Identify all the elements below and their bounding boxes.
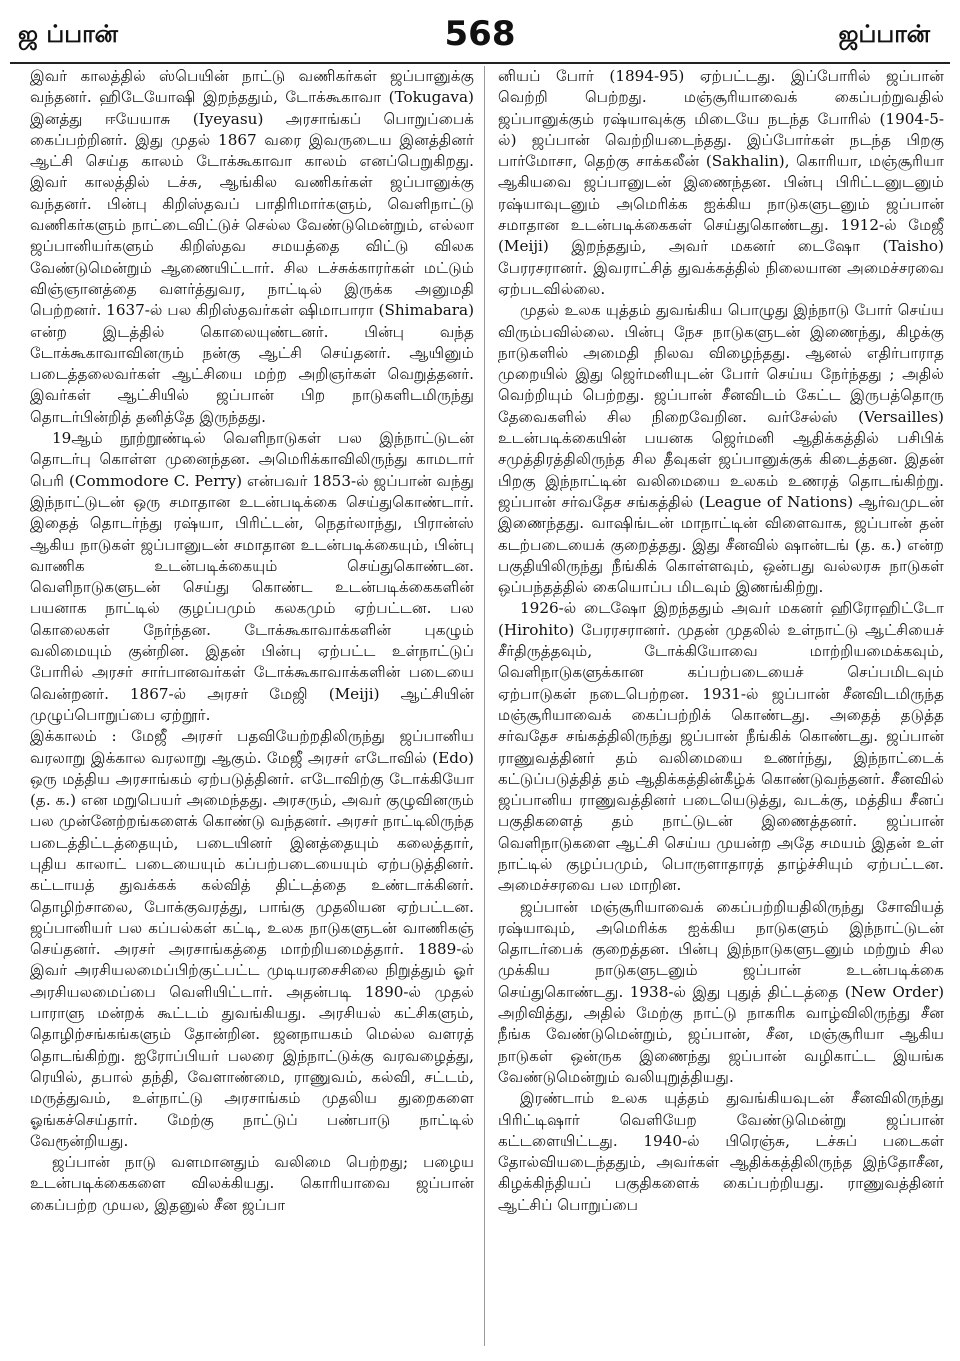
header-rule — [10, 62, 950, 64]
paragraph: இரண்டாம் உலக யுத்தம் துவங்கியவுடன் சீனவிலிருந்து பிரிட்டிஷார் வெளியேற வேண்டுமென்று ஜப்பான் கட்டளையிட்டது. 1940-ல் பிரெஞ்சு, டச்சுப் படைகள் தோல்வியடைந்ததும், அவர்கள் ஆதிக்கத்திலிருந்த இந்தோசீன, கிழக்கிந்தியப் பகுதிகளைக் கைப்பற்றியது. ராணுவத்தினர் ஆட்சிப் பொறுப்பை — [498, 1089, 944, 1214]
page-header — [0, 0, 960, 62]
paragraph: ஜப்பான் மஞ்சூரியாவைக் கைப்பற்றியதிலிருந்து சோவியத் ரஷ்யாவும், அமெரிக்க ஐக்கிய நாடுகளும் இந்நாட்டுடன் தொடர்பைக் குறைத்தன. பின்பு இந்நாடுகளுடனும் மற்றும் சில முக்கிய நாடுகளுடனும் ஜப்பான் உடன்படிக்கை செய்துகொண்டது. 1938-ல் இது புதுத் திட்டத்தை (New Order) அறிவித்து, அதில் மேற்கு நாட்டு நாகரிக வாழ்விலிருந்து சீன நீங்க வேண்டுமென்றும், ஜப்பான், சீன, மஞ்சூரியா ஆகிய நாடுகள் ஒன்ருக இணைந்து ஜப்பான் வழிகாட்ட இயங்க வேண்டுமென்றும் வலியுறுத்தியது. — [498, 897, 944, 1086]
right-column — [498, 66, 944, 1356]
page-number: 568 — [444, 14, 516, 54]
paragraph: 1926-ல் டைஷோ இறந்ததும் அவர் மகனர் ஹிரோஹிட்டோ (Hirohito) பேரரசரானர். முதன் முதலில் உள்நாட்டு ஆட்சியைச் சீர்திருத்தவும், டோக்கியோவை மாற்றியமைக்கவும், வெளிநாடுகளுக்கான கப்பற்படையைச் செப்பமிடவும் ஏற்பாடுகள் நடைபெற்றன. 1931-ல் ஜப்பான் சீனவிடமிருந்த மஞ்சூரியாவைக் கைப்பற்றிக் கொண்டது. அதைத் தடுத்த சர்வதேச சங்கத்திலிருந்து ஜப்பான் நீங்கிக் கொண்டது. ஜப்பான் ராணுவத்தினர் தம் வலிமையை உணர்ந்து, இந்நாட்டைக் கட்டுப்படுத்தித் தம் ஆதிக்கத்தின்கீழ்க் கொண்டுவந்தனர். சீனவில் ஜப்பானிய ராணுவத்தினர் படையெடுத்து, வடக்கு, மத்திய சீனப் பகுதிகளைத் தம் நாட்டுடன் இணைத்தனர். ஜப்பான் வெளிநாடுகளை ஆட்சி செய்ய முயன்ற அதே சமயம் இதன் உள் நாட்டில் குழப்பமும், பொருளாதாரத் தாழ்ச்சியும் ஏற்பட்டன. அமைச்சரவை பல மாறின. — [498, 599, 944, 895]
paragraph: இவர் காலத்தில் ஸ்பெயின் நாட்டு வணிகர்கள் ஜப்பானுக்கு வந்தனர். ஹிடேயோஷி இறந்ததும், டோக்கூகாவா (Tokugava) இனத்து ஈயேயாசு (Iyeyasu) அரசாங்கப் பொறுப்பைக் கைப்பற்றினர். இது முதல் 1867 வரை இவருடைய இனத்தினர் ஆட்சி செய்த காலம் டோக்கூகாவா காலம் எனப்பெறுகிறது. இவர் காலத்தில் டச்சு, ஆங்கில வணிகர்கள் ஜப்பானுக்கு வந்தனர். பின்பு கிறிஸ்தவப் பாதிரிமார்களும், வெளிநாட்டு வணிகர்களும் நாட்டைவிட்டுச் செல்ல வேண்டுமென்றும், எல்லா ஜப்பானியர்களும் கிறிஸ்தவ சமயத்தை விட்டு விலக வேண்டுமென்றும் ஆணையிட்டார். சில டச்சுக்காரர்கள் மட்டும் விஞ்ஞானத்தை வளர்த்துவர, நாட்டில் இருக்க அனுமதி பெற்றனர். 1637-ல் பல கிறிஸ்தவர்கள் ஷிமாபாரா (Shimabara) என்ற இடத்தில் கொலையுண்டனர். பின்பு வந்த டோக்கூகாவாவினரும் நன்கு ஆட்சி செய்தனர். ஆயினும் படைத்தலைவர்கள் ஆட்சியை மற்ற அறிஞர்கள் வெறுத்தனர். இவர்கள் ஆட்சியில் ஜப்பான் பிற நாடுகளிடமிருந்து தொடர்பின்றித் தனித்தே இருந்தது. — [30, 67, 474, 426]
column-divider — [484, 66, 485, 1346]
left-column — [30, 66, 474, 1356]
running-head-right: ஜப்பான் — [838, 20, 930, 48]
running-head-left: ஜ ப்பான் — [18, 20, 118, 48]
paragraph: னியப் போர் (1894-95) ஏற்பட்டது. இப்போரில் ஜப்பான் வெற்றி பெற்றது. மஞ்சூரியாவைக் கைப்பற்றுவதில் ஜப்பானுக்கும் ரஷ்யாவுக்கு மிடையே நடந்த போரில் (1904-5-ல்) ஜப்பான் வெற்றியடைந்தது. இப்போர்கள் நடந்த பிறகு பார்மோசா, தெற்கு சாக்கலீன் (Sakhalin), கொரியா, மஞ்சூரியா ஆகியவை ஜப்பானுடன் இணைந்தன. பின்பு பிரிட்டனுடனும் ரஷ்யாவுடனும் அமெரிக்க ஐக்கிய நாடுகளுடனும் ஜப்பான் சமாதான உடன்படிக்கைகள் செய்துகொண்டது. 1912-ல் மேஜீ (Meiji) இறந்ததும், அவர் மகனர் டைஷோ (Taisho) பேரரசரானர். இவராட்சித் துவக்கத்தில் நிலையான அமைச்சரவை ஏற்படவில்லை. — [498, 67, 944, 298]
paragraph: முதல் உலக யுத்தம் துவங்கிய பொழுது இந்நாடு போர் செய்ய விரும்பவில்லை. பின்பு நேச நாடுகளுடன் இணைந்து, கிழக்கு நாடுகளில் அமைதி நிலவ விழைந்தது. ஆனல் எதிர்பாராத முறையில் இது ஜெர்மனியுடன் போர் செய்ய நேர்ந்தது ; அதில் வெற்றியும் பெற்றது. ஜப்பான் சீனவிடம் கேட்ட இருபத்தொரு தேவைகளில் சில நிறைவேறின. வர்சேல்ஸ் (Versailles) உடன்படிக்கையின் பயனக ஜெர்மனி ஆதிக்கத்தில் பசிபிக் சமுத்திரத்திலிருந்த சில தீவுகள் ஜப்பானுக்குக் கிடைத்தன. இதன் பிறகு இந்நாட்டின் வலிமையை உலகம் உணரத் தொடங்கிற்று. ஜப்பான் சர்வதேச சங்கத்தில் (League of Nations) ஆர்வமுடன் இணைந்தது. வாஷிங்டன் மாநாட்டின் விளைவாக, ஜப்பான் தன் கடற்படையைக் குறைத்தது. இது சீனவில் ஷான்டங் (த. க.) என்ற பகுதியிலிருந்து நீங்கிக் கொள்ளவும், ஒன்பது வல்லரசு நாடுகள் ஒப்பந்தத்தில் கையொப்ப மிடவும் இணங்கிற்று. — [498, 301, 944, 597]
paragraph: ஜப்பான் நாடு வளமானதும் வலிமை பெற்றது; பழைய உடன்படிக்கைகளை விலக்கியது. கொரியாவை ஜப்பான் கைப்பற்ற முயல, இதனுல் சீன ஜப்பா — [30, 1153, 474, 1214]
paragraph: 19ஆம் நூற்றூண்டில் வெளிநாடுகள் பல இந்நாட்டுடன் தொடர்பு கொள்ள முனைந்தன. அமெரிக்காவிலிருந்து காமடார் பெரி (Commodore C. Perry) என்பவர் 1853-ல் ஜப்பான் வந்து இந்நாட்டுடன் ஒரு சமாதான உடன்படிக்கை செய்துகொண்டார். இதைத் தொடர்ந்து ரஷ்யா, பிரிட்டன், நெதர்லாந்து, பிரான்ஸ் ஆகிய நாடுகள் ஜப்பானுடன் சமாதான உடன்படிக்கையும், பின்பு வாணிக உடன்படிக்கையும் செய்துகொண்டன. வெளிநாடுகளுடன் செய்து கொண்ட உடன்படிக்கைகளின் பயனாக நாட்டில் குழப்பமும் கலகமும் ஏற்பட்டன. பல கொலைகள் நேர்ந்தன. டோக்கூகாவாக்களின் புகழும் வலிமையும் குன்றின. இதன் பின்பு ஏற்பட்ட உள்நாட்டுப் போரில் அரசர் சார்பானவர்கள் டோக்கூகாவாக்களின் படையை வென்றனர். 1867-ல் அரசர் மேஜி (Meiji) ஆட்சியின் முழுப்பொறுப்பை ஏற்றூர். — [30, 429, 474, 724]
paragraph: இக்காலம் : மேஜீ அரசர் பதவியேற்றதிலிருந்து ஜப்பானிய வரலாறு இக்கால வரலாறு ஆகும். மேஜீ அரசர் எடோவில் (Edo) ஒரு மத்திய அரசாங்கம் ஏற்படுத்தினர். எடோவிற்கு டோக்கியோ (த. க.) என மறுபெயர் அமைந்தது. அரசரும், அவர் குழுவினரும் பல முன்னேற்றங்களைக் கொண்டு வந்தனர். அரசர் நாட்டிலிருந்த படைத்திட்டத்தையும், படையினர் இனத்தையும் கலைத்தார், புதிய காலாட் படையையும் கப்பற்படையையும் ஏற்படுத்தினர். கட்டாயத் துவக்கக் கல்வித் திட்டத்தை உண்டாக்கினர். தொழிற்சாலை, போக்குவரத்து, பாங்கு முதலியன ஏற்பட்டன. ஜப்பானியர் பல கப்பல்கள் கட்டி, உலக நாடுகளுடன் வாணிகஞ் செய்தனர். அரசர் அரசாங்கத்தை மாற்றியமைத்தார். 1889-ல் இவர் அரசியலமைப்பிற்குட்பட்ட முடியரசைசிலை நிறுத்தும் ஓர் அரசியலமைப்பை வெளியிட்டார். அதன்படி 1890-ல் முதல் பாராளு மன்றக் கூட்டம் துவங்கியது. அரசியல் கட்சிகளும், தொழிற்சங்கங்களும் தோன்றின. ஜனநாயகம் மெல்ல வளரத் தொடங்கிற்று. ஐரோப்பியர் பலரை இந்நாட்டுக்கு வரவழைத்து, ரெயில், தபால் தந்தி, வேளாண்மை, ராணுவம், கல்வி, சட்டம், மருத்துவம், உள்நாட்டு அரசாங்கம் முதலிய துறைகளை ஓங்கச்செய்தார். மேற்கு நாட்டுப் பண்பாடு நாட்டில் வேரூன்றியது. — [30, 727, 474, 1150]
